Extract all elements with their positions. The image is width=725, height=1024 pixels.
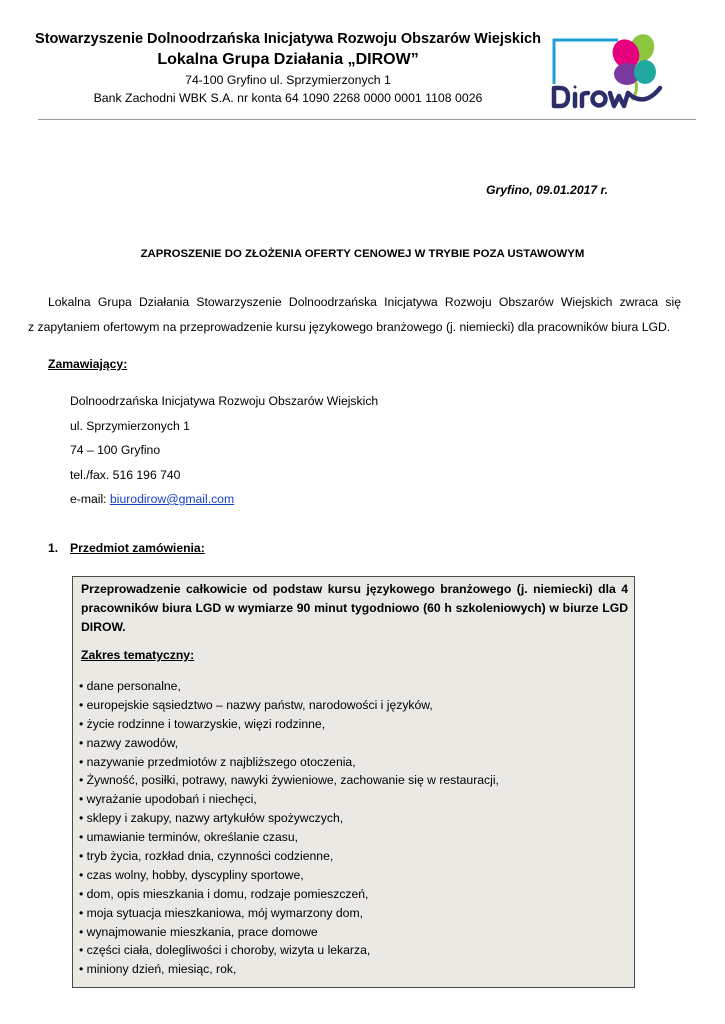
email-link[interactable]: biurodirow@gmail.com	[109, 492, 235, 506]
dirow-logo	[548, 26, 666, 112]
topic-item: • dane personalne,	[79, 679, 181, 693]
bank-account: Bank Zachodni WBK S.A. nr konta 64 1090 2268 0000 0001 1108 0026	[93, 91, 483, 105]
topic-item: • umawianie terminów, określanie czasu,	[79, 830, 298, 845]
document-title: ZAPROSZENIE DO ZŁOŻENIA OFERTY CENOWEJ W TRYBIE POZA USTAWOWYM	[140, 248, 585, 260]
order-description: Przeprowadzenie całkowicie od podstaw kursu językowego branżowego (j. niemiecki) dla 4 pracowników biura LGD w wymiarze 90 minut tygodniowo (60 h szkoleniowych) w biurze LGD DIROW.	[81, 582, 628, 634]
contact-phone: tel./fax. 516 196 740	[70, 467, 181, 482]
order-details-box	[72, 576, 635, 988]
letterhead	[28, 30, 548, 107]
organization-name: Stowarzyszenie Dolnoodrzańska Inicjatywa Rozwoju Obszarów Wiejskich	[35, 31, 541, 47]
email-label: e-mail:	[70, 492, 110, 506]
document-date: Gryfino, 09.01.2017 r.	[486, 183, 608, 197]
header-divider	[38, 119, 696, 120]
lgd-name: Lokalna Grupa Działania „DIROW”	[157, 51, 419, 68]
topics-list	[79, 678, 499, 980]
topic-item: • europejskie sąsiedztwo – nazwy państw, narodowości i języków,	[79, 697, 433, 712]
intro-paragraph-line-2: z zapytaniem ofertowym na przeprowadzenie kursu językowego branżowego (j. niemiecki) dla pracowników biura LGD.	[28, 320, 671, 334]
topic-item: • życie rodzinne i towarzyskie, więzi rodzinne,	[79, 716, 326, 731]
logo-wordmark	[554, 86, 660, 107]
zamawiajacy-heading: Zamawiający:	[48, 357, 128, 371]
przedmiot-heading: Przedmiot zamówienia:	[70, 541, 205, 555]
organization-address: 74-100 Gryfino ul. Sprzymierzonych 1	[185, 73, 391, 87]
topic-item: • Żywność, posiłki, potrawy, nawyki żywieniowe, zachowanie się w restauracji,	[79, 773, 499, 788]
contact-email-line	[70, 491, 378, 516]
section-number: 1.	[48, 541, 59, 555]
topic-item: • nazywanie przedmiotów z najbliższego otoczenia,	[79, 754, 356, 769]
topic-item: • czas wolny, hobby, dyscypliny sportowe,	[79, 867, 304, 882]
contact-street: ul. Sprzymierzonych 1	[70, 418, 190, 433]
topic-item: • sklepy i zakupy, nazwy artykułów spożywczych,	[79, 811, 344, 826]
intro-paragraph-line-1: Lokalna Grupa Działania Stowarzyszenie Dolnoodrzańska Inicjatywa Rozwoju Obszarów Wiejskich zwraca się	[48, 295, 681, 309]
topic-item: • tryb życia, rozkład dnia, czynności codzienne,	[79, 849, 334, 864]
topic-item: • dom, opis mieszkania i domu, rodzaje pomieszczeń,	[79, 886, 369, 901]
topic-item: • miniony dzień, miesiąc, rok,	[79, 962, 237, 977]
topic-item: • wyrażanie upodobań i niechęci,	[79, 792, 257, 807]
topic-item: • moja sytuacja mieszkaniowa, mój wymarzony dom,	[79, 905, 363, 920]
topic-item: • części ciała, dolegliwości i choroby, wizyta u lekarza,	[79, 943, 371, 958]
topic-item: • wynajmowanie mieszkania, prace domowe	[79, 924, 318, 939]
contact-city: 74 – 100 Gryfino	[70, 443, 161, 457]
topic-item: • nazwy zawodów,	[79, 735, 179, 750]
contact-name: Dolnoodrzańska Inicjatywa Rozwoju Obszarów Wiejskich	[70, 394, 379, 408]
zakres-heading: Zakres tematyczny:	[81, 648, 195, 662]
contact-block	[70, 393, 378, 516]
